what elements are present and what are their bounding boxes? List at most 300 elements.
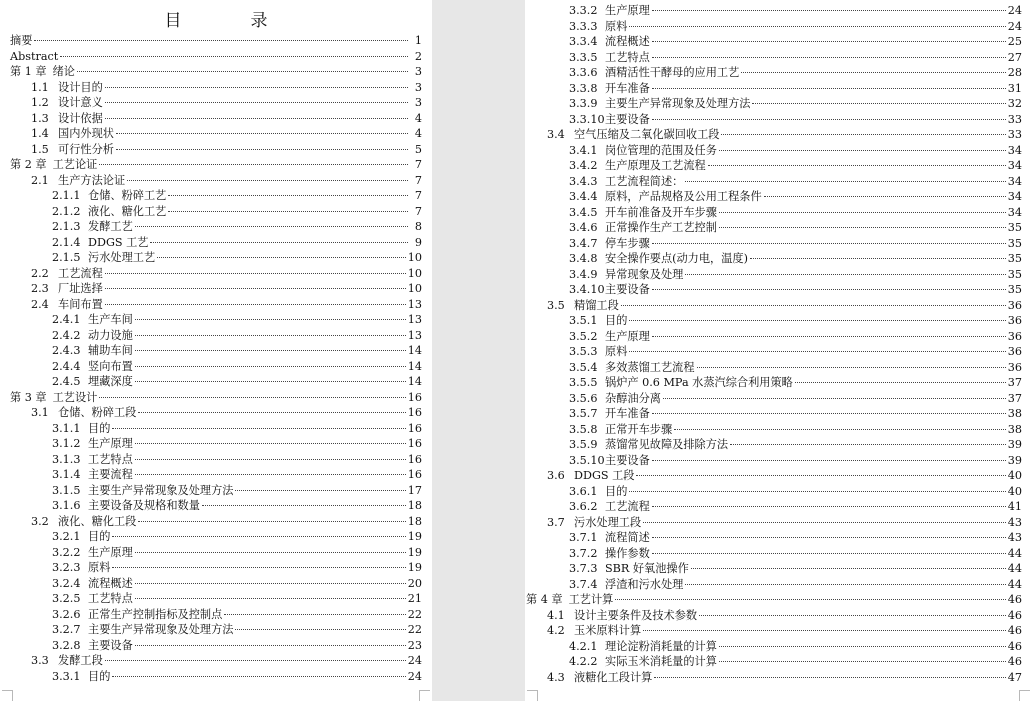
toc-entry-number: 3.7 <box>547 515 565 529</box>
toc-entry-number: 3.5.10 <box>569 453 605 467</box>
toc-dot-leader <box>652 413 1006 414</box>
toc-entry-title: 目的 <box>88 421 111 435</box>
toc-entry-page-number: 36 <box>1007 345 1022 358</box>
toc-entry[interactable] <box>10 219 422 235</box>
toc-entry[interactable] <box>10 204 422 220</box>
toc-entry[interactable] <box>10 95 422 111</box>
toc-entry-page-number: 35 <box>1007 252 1022 265</box>
toc-entry-title: 蒸馏常见故障及排除方法 <box>605 438 729 451</box>
toc-dot-leader <box>719 646 1006 647</box>
toc-entry-number: 4.2.1 <box>569 639 598 653</box>
toc-entry-page-number: 34 <box>1007 143 1022 157</box>
toc-dot-leader <box>699 615 1006 616</box>
toc-entry-title: 目的 <box>605 314 628 327</box>
toc-entry[interactable] <box>10 126 422 142</box>
toc-entry[interactable] <box>10 297 422 313</box>
toc-dot-leader <box>135 583 406 584</box>
toc-entry-page-number: 14 <box>407 359 422 373</box>
toc-entry-page-number: 5 <box>414 142 422 156</box>
toc-entry-number: 3.3.8 <box>569 81 598 95</box>
toc-entry-page-number: 24 <box>1007 4 1022 17</box>
toc-entry-page-number: 9 <box>414 235 422 249</box>
toc-entry-page-number: 13 <box>407 328 422 342</box>
toc-entry[interactable] <box>10 359 422 375</box>
toc-dot-leader <box>202 505 406 506</box>
toc-entry-page-number: 44 <box>1007 562 1022 575</box>
toc-dot-leader <box>60 56 408 57</box>
toc-entry-title: 开车准备 <box>605 81 650 95</box>
toc-entry[interactable] <box>10 49 422 65</box>
toc-entry[interactable] <box>547 298 1022 314</box>
toc-dot-leader <box>224 614 405 615</box>
toc-entry-page-number: 13 <box>407 313 422 326</box>
toc-entry[interactable] <box>569 530 1022 546</box>
toc-entry-number: 3.3.2 <box>569 4 598 17</box>
toc-dot-leader <box>652 57 1006 58</box>
toc-entry[interactable] <box>10 638 422 654</box>
toc-dot-leader <box>741 72 1005 73</box>
toc-entry-title: 可行性分析 <box>58 142 114 156</box>
toc-dot-leader <box>654 677 1005 678</box>
toc-entry-page-number: 35 <box>1007 221 1022 234</box>
toc-entry-number: 3.4.10 <box>569 283 605 296</box>
toc-entry-page-number: 35 <box>1007 236 1022 250</box>
toc-entry-number: 3.4.6 <box>569 221 598 234</box>
toc-entry-number: 3.6.2 <box>569 500 598 513</box>
toc-entry-title: 正常操作生产工艺控制 <box>605 221 717 234</box>
toc-entry-number: 3.1.5 <box>52 483 81 497</box>
toc-entry[interactable] <box>569 267 1022 283</box>
toc-entry[interactable] <box>569 375 1022 391</box>
toc-entry-page-number: 46 <box>1007 608 1022 622</box>
toc-entry-title: 液化、糖化工段 <box>58 514 137 528</box>
toc-entry-number: 3.4.4 <box>569 190 598 203</box>
toc-entry-number: 3.5.9 <box>569 438 598 451</box>
toc-entry-title: 主要生产异常现象及处理方法 <box>88 623 234 636</box>
toc-entry-page-number: 16 <box>407 390 422 404</box>
toc-entry-number: 3.1.4 <box>52 468 81 481</box>
toc-entry[interactable] <box>10 436 422 452</box>
toc-entry-number: 3.2.3 <box>52 561 81 574</box>
toc-entry-number: 3.5.1 <box>569 314 598 327</box>
toc-dot-leader <box>652 336 1006 337</box>
toc-entry-title: 岗位管理的范围及任务 <box>605 143 717 157</box>
toc-page-left <box>0 0 432 701</box>
toc-dot-leader <box>99 164 408 165</box>
toc-dot-leader <box>135 552 406 553</box>
toc-entry-number: 3.4.5 <box>569 205 598 219</box>
toc-entry[interactable] <box>569 561 1022 577</box>
toc-entry[interactable] <box>10 266 422 282</box>
toc-entry-title: 正常开车步骤 <box>605 422 673 436</box>
toc-entry[interactable] <box>547 608 1022 624</box>
toc-dot-leader <box>112 676 405 677</box>
toc-entry-title: 主要设备 <box>88 638 133 652</box>
toc-entry-title: 主要设备 <box>605 112 650 126</box>
toc-entry-page-number: 16 <box>407 437 422 450</box>
toc-entry-page-number: 35 <box>1007 283 1022 296</box>
toc-entry-page-number: 25 <box>1007 35 1022 48</box>
toc-entry[interactable] <box>547 515 1022 531</box>
toc-entry-number: 3.5.2 <box>569 329 598 343</box>
toc-entry-number: 3.2.5 <box>52 592 81 605</box>
toc-entry-title: 杂醇油分离 <box>605 391 661 405</box>
toc-dot-leader <box>138 412 405 413</box>
toc-entry[interactable] <box>10 421 422 437</box>
toc-entry[interactable] <box>10 529 422 545</box>
toc-entry[interactable] <box>10 250 422 266</box>
toc-entry-page-number: 46 <box>1007 639 1022 653</box>
toc-entry[interactable] <box>10 622 422 638</box>
toc-entry[interactable] <box>10 498 422 514</box>
toc-entry-title: 异常现象及处理 <box>605 267 684 281</box>
toc-entry[interactable] <box>569 81 1022 97</box>
toc-entry-page-number: 43 <box>1007 531 1022 544</box>
toc-entry-number: 2.1.1 <box>52 189 81 202</box>
toc-dot-leader <box>764 196 1006 197</box>
toc-entry[interactable] <box>569 220 1022 236</box>
toc-entry[interactable] <box>10 111 422 127</box>
toc-dot-leader <box>652 460 1006 461</box>
toc-dot-leader <box>112 567 405 568</box>
toc-entry[interactable] <box>10 312 422 328</box>
toc-dot-leader <box>135 443 406 444</box>
toc-entry[interactable] <box>569 422 1022 438</box>
toc-entry-title: 设计目的 <box>58 80 103 94</box>
toc-entry[interactable] <box>10 188 422 204</box>
toc-dot-leader <box>697 367 1006 368</box>
toc-entry-page-number: 35 <box>1007 267 1022 281</box>
toc-entry-number: 第 3 章 <box>10 390 47 404</box>
toc-entry[interactable] <box>569 360 1022 376</box>
toc-entry[interactable] <box>547 127 1022 143</box>
toc-entry-number: 3.3.9 <box>569 97 598 110</box>
toc-dot-leader <box>652 41 1006 42</box>
toc-entry-title: 仓储、粉碎工段 <box>58 406 137 419</box>
toc-entry-title: 理论淀粉消耗量的计算 <box>605 639 717 653</box>
toc-entry[interactable] <box>10 591 422 607</box>
toc-dot-leader <box>105 118 408 119</box>
toc-entry[interactable] <box>10 64 422 80</box>
toc-entry[interactable] <box>569 96 1022 112</box>
toc-entry-title: 发酵工段 <box>58 654 103 667</box>
toc-entry-number: 4.2.2 <box>569 655 598 668</box>
toc-dot-leader <box>629 320 1005 321</box>
toc-entry-page-number: 46 <box>1007 655 1022 668</box>
toc-entry-number: 3.1.1 <box>52 421 81 435</box>
toc-entry-page-number: 16 <box>407 452 422 466</box>
toc-entry[interactable] <box>10 142 422 158</box>
toc-entry[interactable] <box>569 34 1022 50</box>
toc-dot-leader <box>105 273 406 274</box>
toc-entry[interactable] <box>10 607 422 623</box>
toc-entry[interactable] <box>569 577 1022 593</box>
toc-entry-page-number: 7 <box>414 173 422 187</box>
toc-entry-title: 玉米原料计算 <box>574 624 642 637</box>
toc-entry-page-number: 22 <box>407 623 422 636</box>
toc-dot-leader <box>643 522 1006 523</box>
toc-dot-leader <box>685 181 1005 182</box>
toc-entry-number: 2.3 <box>31 282 49 295</box>
toc-entry-number: 1.3 <box>31 111 49 125</box>
toc-entry-number: 3.6 <box>547 469 565 482</box>
toc-entry-number: 4.2 <box>547 624 565 637</box>
toc-entry-number: 3.7.3 <box>569 562 598 575</box>
toc-entry[interactable] <box>569 50 1022 66</box>
toc-entry-number: 3.2.8 <box>52 638 81 652</box>
toc-entry-title: 实际玉米消耗量的计算 <box>605 655 717 668</box>
toc-entry-number: 4.3 <box>547 670 565 684</box>
toc-entry-page-number: 36 <box>1007 360 1022 374</box>
toc-entry[interactable] <box>10 281 422 297</box>
toc-entry-title: 主要设备 <box>605 453 650 467</box>
toc-entry-title: 多效蒸馏工艺流程 <box>605 360 695 374</box>
toc-entry-page-number: 14 <box>407 344 422 357</box>
toc-entry-number: 3.5.6 <box>569 391 598 405</box>
toc-entry-title: 主要生产异常现象及处理方法 <box>605 97 751 110</box>
toc-entry[interactable] <box>569 639 1022 655</box>
toc-entry-number: 2.4.4 <box>52 359 81 373</box>
toc-entry-page-number: 14 <box>407 375 422 388</box>
toc-entry[interactable] <box>569 158 1022 174</box>
toc-entry-title: 原料 <box>88 561 111 574</box>
toc-entry-page-number: 34 <box>1007 174 1022 188</box>
toc-entry[interactable] <box>10 560 422 576</box>
toc-entry[interactable] <box>569 282 1022 298</box>
toc-entry[interactable] <box>10 405 422 421</box>
toc-dot-leader <box>235 629 405 630</box>
toc-dot-leader <box>652 537 1006 538</box>
toc-entry-title: 工艺流程 <box>58 266 103 280</box>
toc-entry-title: 动力设施 <box>88 328 133 342</box>
toc-entry[interactable] <box>10 576 422 592</box>
toc-entry[interactable] <box>10 452 422 468</box>
toc-entry[interactable] <box>10 545 422 561</box>
toc-entry[interactable] <box>10 390 422 406</box>
toc-entry-number: 3.3.4 <box>569 35 598 48</box>
toc-entry-title: 流程简述 <box>605 531 650 544</box>
toc-entry-number: 2.2 <box>31 266 49 280</box>
toc-entry-page-number: 19 <box>407 561 422 574</box>
toc-entry[interactable] <box>569 391 1022 407</box>
toc-entry[interactable] <box>10 328 422 344</box>
toc-entry-page-number: 40 <box>1007 484 1022 498</box>
toc-entry-title: 工艺论证 <box>52 158 98 171</box>
toc-entry-number: 3.4.1 <box>569 143 598 157</box>
toc-entry-title: 目的 <box>88 669 111 683</box>
toc-entry[interactable] <box>10 343 422 359</box>
toc-entry-page-number: 28 <box>1007 66 1022 79</box>
toc-entry[interactable] <box>10 467 422 483</box>
toc-entry-number: 3.7.4 <box>569 577 598 591</box>
toc-entry-title: 主要设备 <box>605 283 650 296</box>
toc-dot-leader <box>629 351 1005 352</box>
toc-entry-number: 2.4.2 <box>52 328 81 342</box>
toc-entry[interactable] <box>569 174 1022 190</box>
toc-entry[interactable] <box>569 499 1022 515</box>
toc-entry[interactable] <box>10 514 422 530</box>
toc-entry[interactable] <box>569 205 1022 221</box>
toc-entry-title: 原料 <box>605 345 628 358</box>
toc-entry-title: 摘要 <box>10 34 33 47</box>
toc-entry[interactable] <box>569 236 1022 252</box>
toc-entry[interactable] <box>569 546 1022 562</box>
toc-dot-leader <box>168 211 408 212</box>
toc-dot-leader <box>105 304 406 305</box>
toc-entry[interactable] <box>526 592 1022 608</box>
toc-dot-leader <box>636 475 1005 476</box>
toc-entry[interactable] <box>547 670 1022 686</box>
toc-entry[interactable] <box>569 484 1022 500</box>
toc-dot-leader <box>157 257 406 258</box>
toc-dot-leader <box>138 521 405 522</box>
toc-entry-title: 国内外现状 <box>58 127 114 140</box>
toc-entry-title: 目的 <box>605 484 628 498</box>
toc-entry-number: 3.3.3 <box>569 19 598 33</box>
toc-entry-title: 生产原理及工艺流程 <box>605 159 706 172</box>
toc-entry[interactable] <box>569 453 1022 469</box>
toc-entry-page-number: 20 <box>407 576 422 590</box>
toc-title: 目 录 <box>164 11 294 31</box>
toc-dot-leader <box>750 258 1006 259</box>
toc-dot-leader <box>691 568 1006 569</box>
toc-entry[interactable] <box>10 33 422 49</box>
toc-dot-leader <box>112 428 405 429</box>
toc-entry-title: 埋藏深度 <box>88 375 133 388</box>
toc-entry-page-number: 43 <box>1007 515 1022 529</box>
page-corner-mark <box>2 690 13 701</box>
toc-dot-leader <box>127 180 408 181</box>
toc-entry[interactable] <box>569 329 1022 345</box>
toc-entry-number: 2.1.2 <box>52 204 81 218</box>
toc-entry-page-number: 32 <box>1007 97 1022 110</box>
toc-entry-page-number: 46 <box>1007 624 1022 637</box>
toc-entry-page-number: 33 <box>1007 128 1022 141</box>
toc-entry-page-number: 21 <box>407 592 422 605</box>
toc-entry-title: 开车前准备及开车步骤 <box>605 205 717 219</box>
toc-entry[interactable] <box>547 468 1022 484</box>
toc-entry[interactable] <box>569 19 1022 35</box>
toc-dot-leader <box>105 288 406 289</box>
toc-dot-leader <box>135 226 408 227</box>
toc-entry-number: 1.1 <box>31 80 49 94</box>
toc-entry-title: 绪论 <box>52 65 75 78</box>
toc-entry-number: 2.1 <box>31 173 49 187</box>
toc-entry-title: 正常生产控制指标及控制点 <box>88 607 223 621</box>
toc-entry-number: 3.2 <box>31 514 49 528</box>
toc-entry-title: 主要设备及规格和数量 <box>88 499 200 512</box>
toc-entry-page-number: 38 <box>1007 407 1022 420</box>
toc-dot-leader <box>112 536 405 537</box>
toc-entry-number: 3.3.6 <box>569 66 598 79</box>
toc-dot-leader <box>652 10 1006 11</box>
toc-entry-page-number: 39 <box>1007 438 1022 451</box>
toc-dot-leader <box>719 227 1006 228</box>
toc-entry[interactable] <box>569 251 1022 267</box>
toc-dot-leader <box>135 474 406 475</box>
toc-entry[interactable] <box>10 173 422 189</box>
toc-entry[interactable] <box>10 669 422 685</box>
page-corner-mark <box>527 690 538 701</box>
toc-dot-leader <box>719 661 1006 662</box>
toc-entry[interactable] <box>10 157 422 173</box>
toc-entry[interactable] <box>569 313 1022 329</box>
toc-entry-page-number: 2 <box>414 49 422 63</box>
toc-entry-page-number: 7 <box>414 158 422 171</box>
toc-entry-title: 设计意义 <box>58 96 103 109</box>
toc-entry[interactable] <box>569 3 1022 19</box>
toc-dot-leader <box>652 119 1006 120</box>
toc-entry-title: 生产方法论证 <box>58 173 126 187</box>
toc-entry-page-number: 3 <box>414 65 422 78</box>
toc-dot-leader <box>730 444 1006 445</box>
toc-entry[interactable] <box>569 654 1022 670</box>
toc-entry[interactable] <box>569 406 1022 422</box>
toc-entry-number: 3.5.5 <box>569 376 598 389</box>
toc-dot-leader <box>652 506 1006 507</box>
toc-entry[interactable] <box>10 483 422 499</box>
toc-entry-title: 仓储、粉碎工艺 <box>88 189 167 202</box>
toc-entry-title: 污水处理工段 <box>574 515 642 529</box>
toc-dot-leader <box>652 289 1006 290</box>
toc-entry-page-number: 4 <box>414 127 422 140</box>
toc-entry-title: 浮渣和污水处理 <box>605 577 684 591</box>
toc-entry-title: Abstract <box>10 49 59 63</box>
toc-entry-number: 4.1 <box>547 608 565 622</box>
toc-entry[interactable] <box>10 374 422 390</box>
toc-entry-number: 第 1 章 <box>10 65 47 78</box>
toc-entry-number: 3.5.7 <box>569 407 598 420</box>
toc-entry-title: DDGS 工艺 <box>88 235 149 249</box>
toc-entry-title: 停车步骤 <box>605 236 650 250</box>
toc-entry-number: 2.4.3 <box>52 344 81 357</box>
toc-entry-page-number: 19 <box>407 530 422 543</box>
toc-entry-number: 3.2.7 <box>52 623 81 636</box>
toc-entry[interactable] <box>547 623 1022 639</box>
toc-entry[interactable] <box>10 235 422 251</box>
toc-entry[interactable] <box>569 189 1022 205</box>
toc-entry-page-number: 18 <box>407 499 422 512</box>
toc-entry[interactable] <box>10 80 422 96</box>
toc-entry-number: 3.1 <box>31 406 49 419</box>
toc-entry-page-number: 24 <box>1007 19 1022 33</box>
toc-entry-page-number: 23 <box>407 638 422 652</box>
toc-entry-number: 1.2 <box>31 96 49 109</box>
toc-entry-number: 2.1.4 <box>52 235 81 249</box>
toc-entry[interactable] <box>569 344 1022 360</box>
toc-entry-page-number: 34 <box>1007 205 1022 219</box>
toc-page-right <box>525 0 1032 701</box>
toc-entry-number: 第 2 章 <box>10 158 47 171</box>
toc-entry-page-number: 3 <box>414 96 422 109</box>
toc-entry-number: 2.1.3 <box>52 220 81 233</box>
toc-entry-number: 3.3 <box>31 654 49 667</box>
toc-entry-title: 发酵工艺 <box>88 220 133 233</box>
toc-dot-leader <box>674 429 1006 430</box>
toc-dot-leader <box>116 133 408 134</box>
toc-dot-leader <box>652 88 1006 89</box>
toc-entry[interactable] <box>10 653 422 669</box>
toc-dot-leader <box>105 660 406 661</box>
toc-entry-page-number: 22 <box>407 607 422 621</box>
toc-entry[interactable] <box>569 437 1022 453</box>
toc-entry-page-number: 16 <box>407 406 422 419</box>
toc-entry-page-number: 44 <box>1007 546 1022 560</box>
toc-entry[interactable] <box>569 143 1022 159</box>
toc-entry[interactable] <box>569 112 1022 128</box>
toc-entry[interactable] <box>569 65 1022 81</box>
toc-entry-title: 污水处理工艺 <box>88 251 156 264</box>
